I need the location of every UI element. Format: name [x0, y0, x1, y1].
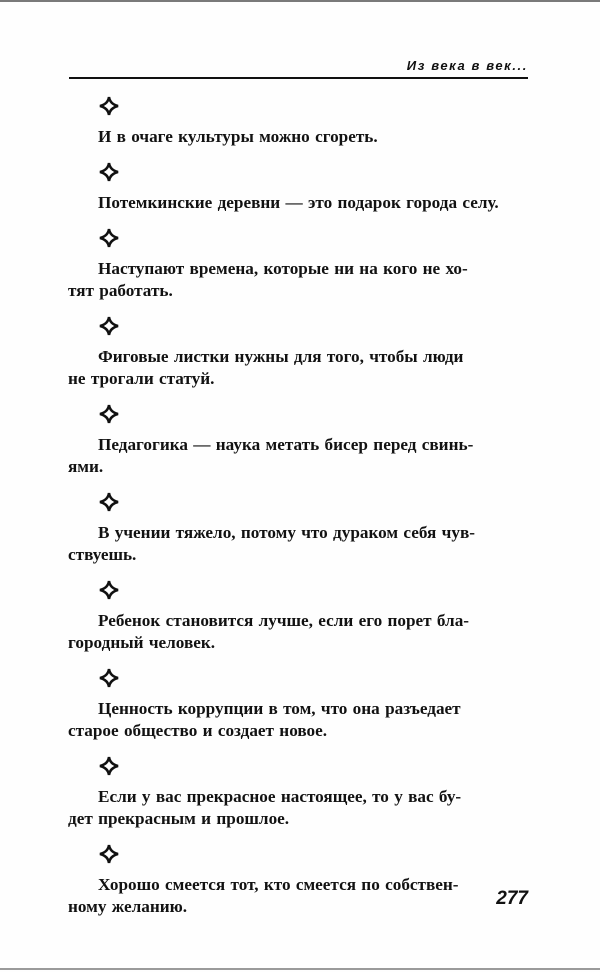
aphorism-entry — [68, 228, 529, 302]
aphorism-list — [68, 96, 529, 932]
aphorism-entry — [68, 404, 529, 478]
aphorism-line: Хорошо смеется тот, кто смеется по собствен- — [98, 875, 459, 894]
aphorism-entry — [68, 756, 529, 830]
aphorism-line: ями. — [68, 457, 104, 476]
aphorism-line: городный человек. — [68, 633, 216, 652]
aphorism-line: Педагогика — наука метать бисер перед свинь- — [98, 435, 474, 454]
star-separator-icon — [99, 228, 119, 248]
aphorism-text — [68, 698, 529, 742]
aphorism-line: селу. — [462, 193, 499, 212]
header-rule — [69, 77, 528, 79]
aphorism-entry — [68, 162, 529, 214]
star-separator-icon — [99, 404, 119, 424]
star-separator-icon — [99, 756, 119, 776]
aphorism-line: Фиговые листки нужны для того, чтобы люди — [98, 347, 464, 366]
star-separator-icon — [99, 668, 119, 688]
page-top-border — [0, 0, 600, 2]
aphorism-text — [68, 522, 529, 566]
aphorism-text — [68, 346, 529, 390]
aphorism-line: Ценность коррупции в том, что она разъедает — [98, 699, 461, 718]
aphorism-line: В учении тяжело, потому что дураком себя чув- — [98, 523, 475, 542]
aphorism-entry — [68, 316, 529, 390]
running-head: Из века в век... — [406, 58, 528, 73]
star-separator-icon — [99, 96, 119, 116]
aphorism-line: Если у вас прекрасное настоящее, то у вас бу- — [98, 787, 462, 806]
aphorism-text — [68, 192, 529, 214]
aphorism-line: ствуешь. — [68, 545, 137, 564]
aphorism-text — [68, 258, 529, 302]
aphorism-line: тят работать. — [68, 281, 173, 300]
star-separator-icon — [99, 162, 119, 182]
aphorism-line: Потемкинские деревни — это подарок города — [98, 193, 458, 212]
aphorism-line: И в очаге культуры можно сгореть. — [98, 127, 378, 146]
star-separator-icon — [99, 844, 119, 864]
aphorism-line: дет прекрасным и прошлое. — [68, 809, 290, 828]
star-separator-icon — [99, 580, 119, 600]
star-separator-icon — [99, 316, 119, 336]
aphorism-line: ному желанию. — [68, 897, 188, 916]
aphorism-line: старое общество и создает новое. — [68, 721, 328, 740]
aphorism-text — [68, 610, 529, 654]
aphorism-entry — [68, 96, 529, 148]
aphorism-line: не трогали статуй. — [68, 369, 215, 388]
aphorism-entry — [68, 668, 529, 742]
aphorism-entry — [68, 492, 529, 566]
aphorism-line: Наступают времена, которые ни на кого не хо- — [98, 259, 468, 278]
aphorism-text — [68, 126, 529, 148]
aphorism-entry — [68, 580, 529, 654]
aphorism-text — [68, 434, 529, 478]
aphorism-line: Ребенок становится лучше, если его порет бла- — [98, 611, 470, 630]
star-separator-icon — [99, 492, 119, 512]
page-bottom-border — [0, 968, 600, 970]
page-number: 277 — [496, 888, 528, 909]
aphorism-text — [68, 786, 529, 830]
